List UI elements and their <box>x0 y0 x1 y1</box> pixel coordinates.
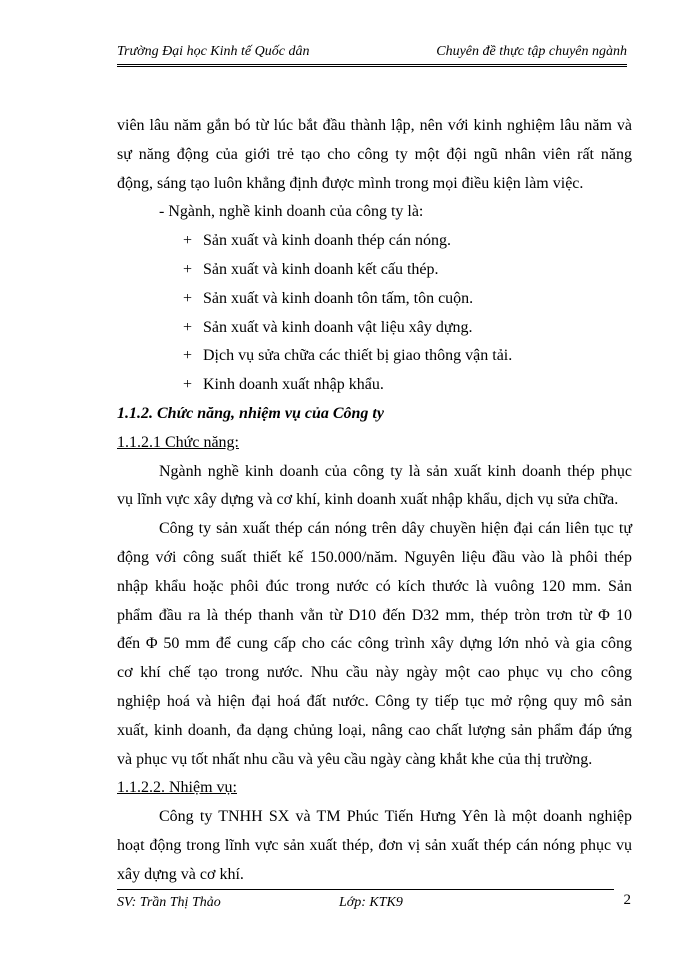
function-para1-line: Ngành nghề kinh doanh của công ty là sản xuất kinh doanh thép phục <box>159 462 632 480</box>
bullet-mark: + <box>183 260 193 278</box>
function-para2-line: và phục vụ tốt nhất nhu cầu và yêu cầu ngày càng khắt khe của thị trường. <box>117 750 593 768</box>
bullet-mark: + <box>183 376 193 394</box>
duty-heading <box>117 774 632 803</box>
business-item <box>117 314 632 343</box>
intro-line: động, sáng tạo luôn khẳng định được mình trong mọi điều kiện làm việc. <box>117 174 584 192</box>
header-report-title: Chuyên đề thực tập chuyên ngành <box>436 44 627 59</box>
footer-divider <box>117 889 614 890</box>
footer-student: SV: Trần Thị Thảo <box>117 895 221 910</box>
duty-para-line: Công ty TNHH SX và TM Phúc Tiến Hưng Yên là một doanh nghiệp <box>159 808 632 826</box>
business-item-text: Sản xuất và kinh doanh vật liệu xây dựng. <box>203 318 473 336</box>
duty-para-line: xây dựng và cơ khí. <box>117 865 244 883</box>
function-para2-line: nhập khẩu hoặc phôi đúc trong nước có kích thước là vuông 120 mm. Sản <box>117 577 632 595</box>
function-para2-line: xuất, kinh doanh, đa dạng chủng loại, nâng cao chất lượng sản phẩm đáp ứng <box>117 721 632 739</box>
page-header <box>117 44 627 64</box>
business-item-text: Sản xuất và kinh doanh kết cấu thép. <box>203 260 439 278</box>
bullet-mark: + <box>183 232 193 250</box>
duty-para-line: hoạt động trong lĩnh vực sản xuất thép, đơn vị sản xuất thép cán nóng phục vụ <box>117 836 632 854</box>
business-item <box>117 285 632 314</box>
function-para2-line: Công ty sản xuất thép cán nóng trên dây chuyền hiện đại cán liên tục tự <box>159 520 632 538</box>
bullet-mark: + <box>183 347 193 365</box>
header-university: Trường Đại học Kinh tế Quốc dân <box>117 44 310 59</box>
intro-line: sự năng động của giới trẻ tạo cho công ty một đội ngũ nhân viên rất năng <box>117 145 632 163</box>
function-heading <box>117 429 632 458</box>
bullet-mark: + <box>183 289 193 307</box>
page-number: 2 <box>623 892 631 908</box>
business-item <box>117 371 632 400</box>
function-heading-text: 1.1.2.1 Chức năng: <box>117 433 239 451</box>
function-para1-line: vụ lĩnh vực xây dựng và cơ khí, kinh doanh xuất nhập khẩu, dịch vụ sửa chữa. <box>117 491 619 509</box>
business-list-intro: - Ngành, nghề kinh doanh của công ty là: <box>159 203 424 221</box>
bullet-mark: + <box>183 318 193 336</box>
business-item <box>117 342 632 371</box>
business-item-text: Sản xuất và kinh doanh thép cán nóng. <box>203 232 451 250</box>
duty-heading-text: 1.1.2.2. Nhiệm vụ: <box>117 779 237 797</box>
business-item-text: Dịch vụ sửa chữa các thiết bị giao thông vận tải. <box>203 347 513 365</box>
section-heading: 1.1.2. Chức năng, nhiệm vụ của Công ty <box>117 404 384 422</box>
business-item-text: Sản xuất và kinh doanh tôn tấm, tôn cuộn. <box>203 289 474 307</box>
function-para2-line: nghiệp hoá và hiện đại hoá đất nước. Công ty tiếp tục mở rộng quy mô sản <box>117 692 632 710</box>
business-item <box>117 227 632 256</box>
document-body <box>117 112 632 890</box>
header-divider <box>117 64 627 67</box>
function-para2-line: cơ khí chế tạo trong nước. Nhu cầu này ngày một cao phục vụ cho công <box>117 664 632 682</box>
page-footer <box>117 892 637 915</box>
intro-line: viên lâu năm gắn bó từ lúc bắt đầu thành lập, nên với kinh nghiệm lâu năm và <box>117 117 632 134</box>
business-item <box>117 256 632 285</box>
footer-class: Lớp: KTK9 <box>339 895 403 910</box>
function-para2-line: động với công suất thiết kế 150.000/năm. Nguyên liệu đầu vào là phôi thép <box>117 548 632 566</box>
function-para2-line: phẩm đầu ra là thép thanh vằn từ D10 đến D32 mm, thép tròn trơn từ Φ 10 <box>117 606 632 624</box>
business-item-text: Kinh doanh xuất nhập khẩu. <box>203 376 384 394</box>
function-para2-line: đến Φ 50 mm để cung cấp cho các công trình xây dựng lớn nhỏ và gia công <box>117 635 632 653</box>
